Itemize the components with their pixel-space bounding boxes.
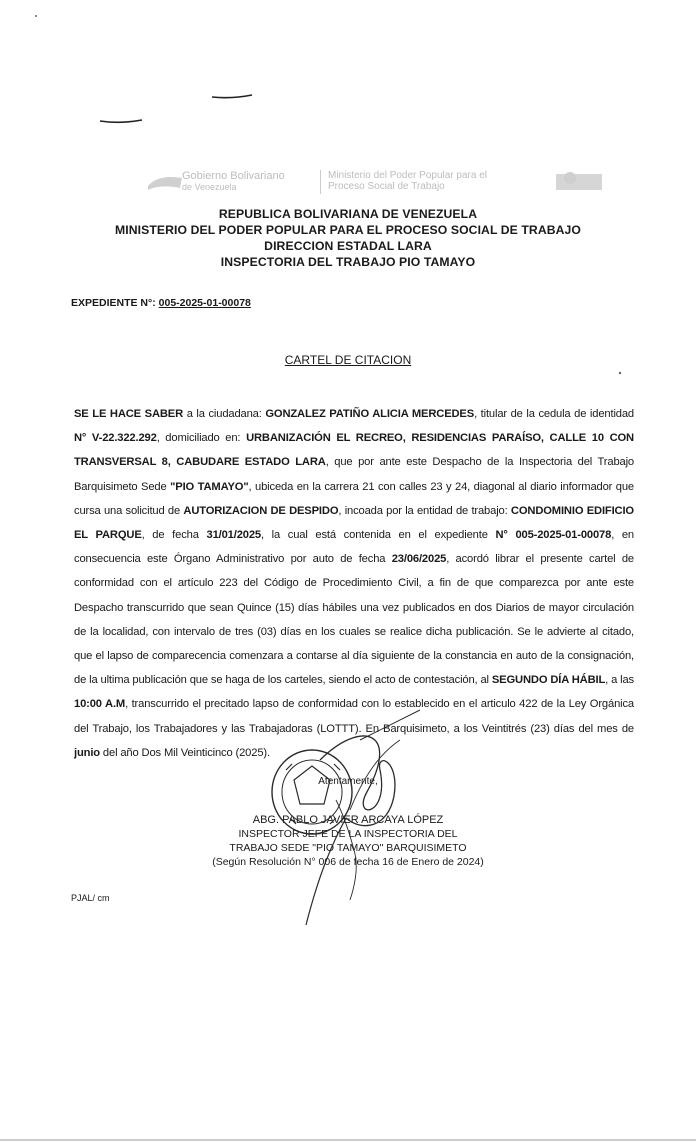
- expediente-label: EXPEDIENTE N°:: [71, 297, 156, 309]
- body-text: , de fecha: [141, 529, 207, 542]
- expediente-line: [71, 297, 251, 309]
- heading-inspectoria: INSPECTORIA DEL TRABAJO PIO TAMAYO: [220, 255, 476, 269]
- citizen-name: GONZALEZ PATIÑO ALICIA MERCEDES: [265, 408, 475, 420]
- logo-divider: [320, 170, 321, 194]
- request-type: AUTORIZACION DE DESPIDO: [183, 504, 339, 517]
- hearing-time: 10:00 A.M: [74, 698, 126, 711]
- body-text: , incoada por la entidad de trabajo:: [338, 504, 511, 517]
- signer-role-2: TRABAJO SEDE "PIO TAMAYO" BARQUISIMETO: [229, 842, 467, 854]
- flag-logo-icon: [146, 172, 184, 192]
- government-logo-band: [140, 168, 610, 196]
- signer-name: ABG. PABLO JAVIER ARCAYA LÓPEZ: [252, 814, 444, 826]
- body-text: del año Dos Mil Veinticinco (2025).: [99, 746, 270, 759]
- document-heading: [0, 206, 696, 270]
- heading-ministry: MINISTERIO DEL PODER POPULAR PARA EL PROCESO SOCIAL DE TRABAJO: [115, 223, 581, 237]
- signer-resolution: (Según Resolución N° 006 de fecha 16 de Enero de 2024): [212, 856, 484, 868]
- body-text: , la cual está contenida en el expediente: [261, 529, 496, 542]
- employer-name: CONDOMINIO EDIFICIO EL PARQUE: [74, 504, 634, 542]
- auto-date: 23/06/2025: [391, 553, 447, 566]
- logo-right-line1: Ministerio del Poder Popular para el: [328, 170, 487, 181]
- body-text: , a las: [605, 674, 634, 687]
- signer-role-1: INSPECTOR JEFE DE LA INSPECTORIA DEL: [238, 828, 458, 840]
- id-number: N° V-22.322.292: [74, 432, 157, 445]
- body-text: , que por ante este Despacho de la Inspectoria del Trabajo Barquisimeto Sede: [74, 456, 634, 493]
- closing: Atentamente,: [318, 776, 378, 787]
- request-date: 31/01/2025: [206, 529, 261, 542]
- address: URBANIZACIÓN EL RECREO, RESIDENCIAS PARAÍSO, CALLE 10 CON TRANSVERSAL 8, CABUDARE ESTADO LARA: [74, 432, 634, 469]
- document-title: CARTEL DE CITACION: [284, 353, 412, 367]
- office-name: "PIO TAMAYO": [170, 480, 249, 493]
- body-text: , transcurrido el precitado lapso de conformidad con lo establecido en el articulo 422 de la Ley Orgánica del Trabajo, los Trabajadores y las Trabajadoras (LOTTT). En Barquisimeto, a los Veintitrés (23) días del mes de: [74, 698, 634, 735]
- body-text: , titular de la cedula de identidad: [474, 408, 634, 420]
- official-stamp-and-signature: [250, 700, 450, 930]
- case-number: N° 005-2025-01-00078: [495, 529, 612, 542]
- body-lead: SE LE HACE SABER: [74, 408, 184, 420]
- body-text: , en consecuencia este Órgano Administrativo por auto de fecha: [74, 529, 634, 566]
- body-text: a la ciudadana:: [183, 408, 266, 420]
- logo-left-line2: de Venezuela: [182, 182, 237, 192]
- ministry-emblem-icon: [550, 168, 608, 194]
- body-text: , acordó librar el presente cartel de conformidad con el artículo 223 del Código de Procedimiento Civil, a fin de que comparezca por ante este Despacho transcurrido que sean Quince (15) días hábiles una vez publicados en dos Diarios de mayor circulación de la localidad, con intervalo de tres (03) días en los cuales se realice dicha publicación. Se le advierte al citado, que el lapso de comparecencia comenzara a contarse al día siguiente de la constancia en auto de la consignación, de la ultima publicación que se haga de los carteles, siendo el acto de contestación, al: [74, 553, 635, 687]
- logo-right-line2: Proceso Social de Trabajo: [328, 181, 445, 192]
- typist-initials: PJAL/ cm: [71, 893, 110, 903]
- body-text: , ubiceda en la carrera 21 con calles 23 y 24, diagonal al diario informador que cursa una solicitud de: [74, 480, 634, 517]
- month: junio: [74, 746, 100, 759]
- expediente-number: 005-2025-01-00078: [158, 297, 251, 309]
- body-text: , domiciliado en:: [156, 432, 247, 445]
- heading-republic: REPUBLICA BOLIVARIANA DE VENEZUELA: [218, 207, 478, 221]
- hearing-day: SEGUNDO DÍA HÁBIL: [491, 674, 606, 687]
- heading-direction: DIRECCION ESTADAL LARA: [264, 239, 432, 253]
- logo-left-line1: Gobierno Bolivariano: [182, 170, 285, 182]
